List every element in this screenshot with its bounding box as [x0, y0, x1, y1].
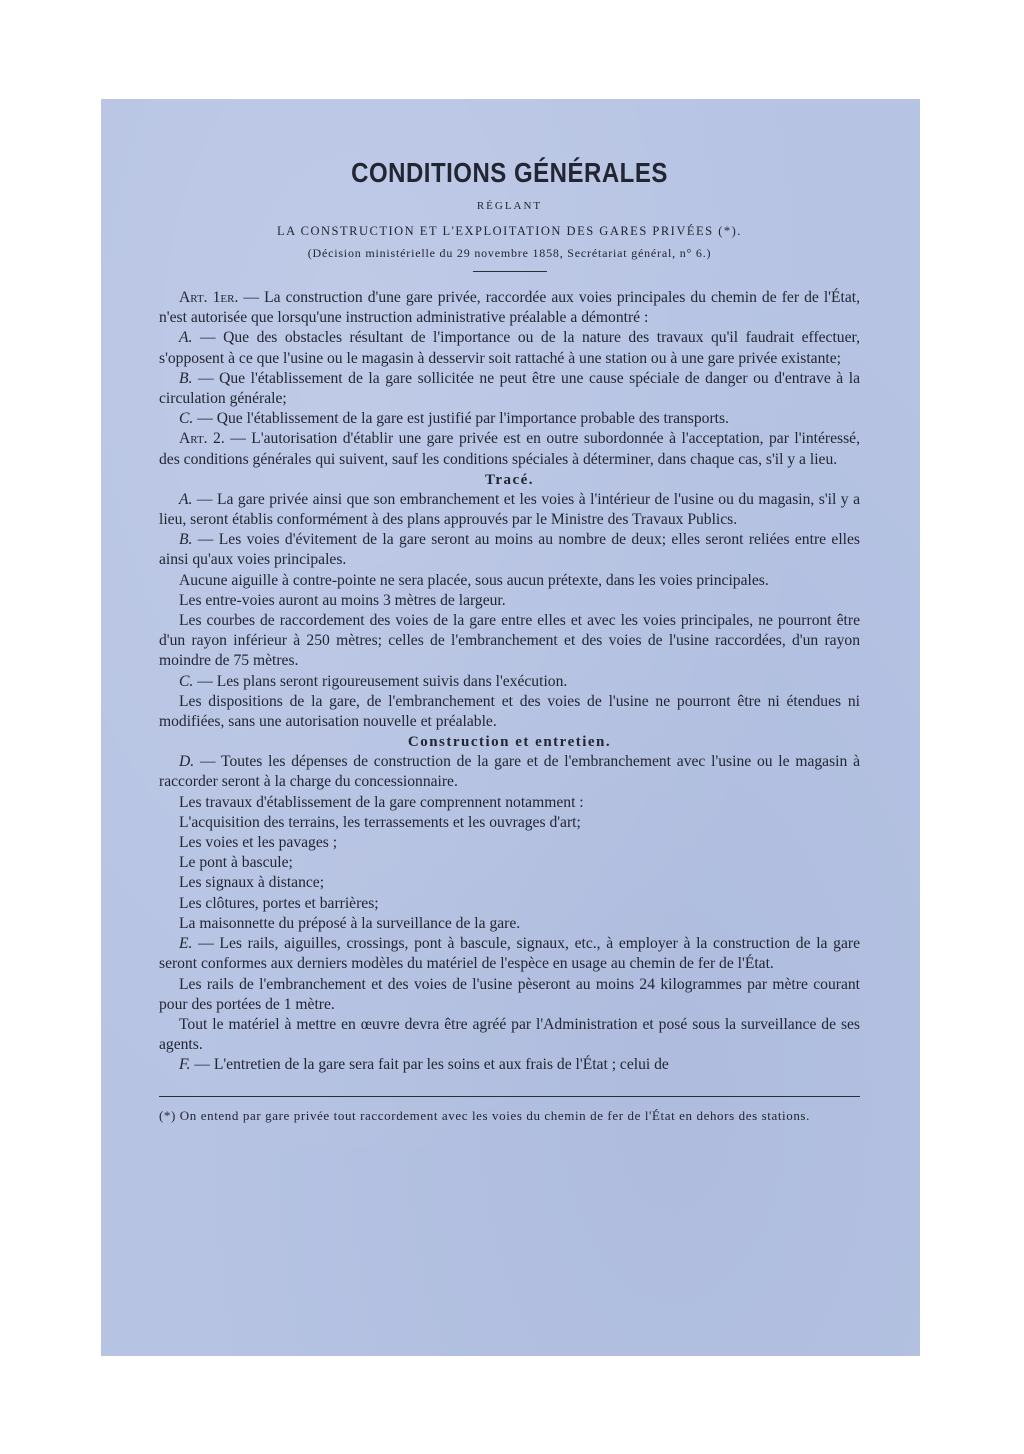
document-content [159, 159, 860, 1125]
paragraph-art-1-b [159, 369, 860, 409]
paragraph-entrevoies: Les entre-voies auront au moins 3 mètres de largeur. [179, 591, 506, 609]
paragraph-text: — Les plans seront rigoureusement suivis dans l'exécution. [193, 672, 568, 690]
paragraph-construction-f [159, 1055, 860, 1075]
paragraph-rails: Les rails de l'embranchement et des voies de l'usine pèseront au moins 24 kilogrammes par mètre courant pour des portées de 1 mètre. [159, 975, 860, 1013]
document-subtitle-decision: (Décision ministérielle du 29 novembre 1858, Secrétariat général, n° 6.) [307, 246, 712, 260]
paragraph-art-1-c [159, 409, 860, 429]
footnote-divider [159, 1096, 860, 1097]
document-title: CONDITIONS GÉNÉRALES [351, 157, 668, 189]
paragraph-dispositions: Les dispositions de la gare, de l'embranchement et des voies de l'usine ne pourront être ni étendues ni modifiées, sans une autorisation nouvelle et préalable. [159, 692, 860, 731]
paragraph-text: — L'entretien de la gare sera fait par les soins et aux frais de l'État ; celui de [190, 1056, 669, 1074]
paragraph-art-2 [159, 429, 860, 469]
article-label: Art. 2. [179, 430, 225, 448]
section-heading-trace: Tracé. [484, 471, 535, 488]
document-subtitle-regulating: RÉGLANT [476, 200, 543, 212]
list-item: La maisonnette du préposé à la surveillance de la gare. [179, 914, 521, 932]
paragraph-materiel: Tout le matériel à mettre en œuvre devra être agréé par l'Administration et posé sous la surveillance de ses agents. [159, 1015, 860, 1054]
clause-letter: C. [179, 672, 194, 690]
article-label: Art. 1er. [179, 289, 239, 306]
clause-letter: B. [179, 369, 193, 387]
list-item: Les clôtures, portes et barrières; [179, 894, 379, 912]
footnote: (*) On entend par gare privée tout raccordement avec les voies du chemin de fer de l'État en dehors des stations. [159, 1107, 810, 1123]
clause-letter: E. [179, 935, 193, 953]
paragraph-text: — La gare privée ainsi que son embranchement et les voies à l'intérieur de l'usine ou du magasin, s'il y a lieu, seront établis conformément à des plans approuvés par le Ministre des Travaux Publics. [159, 490, 860, 529]
clause-letter: A. [179, 329, 193, 347]
paragraph-construction-e [159, 934, 860, 974]
clause-letter: A. [179, 490, 193, 508]
list-item: Les voies et les pavages ; [179, 834, 338, 852]
list-item: Le pont à bascule; [179, 854, 293, 872]
section-heading-construction: Construction et entretien. [407, 734, 612, 751]
paragraph-text: — L'autorisation d'établir une gare privée est en outre subordonnée à l'acceptation, par l'intéressé, des conditions générales qui suivent, sauf les conditions spéciales à déterminer, dans chaque cas, s'il y a lieu. [159, 430, 860, 468]
list-item: Les signaux à distance; [179, 874, 325, 892]
paragraph-art-1 [159, 288, 860, 328]
paragraph-trace-b [159, 530, 860, 570]
clause-letter: B. [179, 531, 193, 549]
paragraph-courbes: Les courbes de raccordement des voies de la gare entre elles et avec les voies principales, ne pourront être d'un rayon inférieur à 250 mètres; celles de l'embranchement et des voies de l'usine raccordées, d'un rayon moindre de 75 mètres. [159, 612, 860, 670]
paragraph-text: — Que l'établissement de la gare sollicitée ne peut être une cause spéciale de danger ou d'entrave à la circulation générale; [159, 369, 860, 408]
paragraph-text: — Que des obstacles résultant de l'importance ou de la nature des travaux qu'il faudrait effectuer, s'opposent à ce que l'usine ou le magasin à desservir soit rattaché à une station ou à une gare privée existante; [159, 329, 860, 367]
paragraph-text: — Que l'établissement de la gare est justifié par l'importance probable des transports. [193, 410, 729, 428]
paragraph-trace-a [159, 490, 860, 530]
paragraph-text: — Les voies d'évitement de la gare seront au moins au nombre de deux; elles seront reliées entre elles ainsi qu'aux voies principales. [159, 531, 860, 569]
paragraph-text: — Les rails, aiguilles, crossings, pont à bascule, signaux, etc., à employer à la construction de la gare seront conformes aux derniers modèles du matériel de l'espèce en usage au chemin de fer de l'État. [159, 935, 860, 973]
paragraph-text: — La construction d'une gare privée, raccordée aux voies principales du chemin de fer de l'État, n'est autorisée que lorsqu'une instruction administrative préalable a démontré : [159, 289, 860, 327]
paragraph-aiguille: Aucune aiguille à contre-pointe ne sera placée, sous aucun prétexte, dans les voies principales. [179, 571, 769, 589]
document-subtitle-subject: LA CONSTRUCTION ET L'EXPLOITATION DES GARES PRIVÉES (*). [277, 224, 742, 238]
list-item: L'acquisition des terrains, les terrassements et les ouvrages d'art; [179, 813, 581, 831]
clause-letter: D. [179, 753, 195, 771]
clause-letter: F. [179, 1056, 191, 1074]
document-body [159, 288, 860, 1076]
title-divider [473, 271, 547, 272]
paragraph-text: — Toutes les dépenses de construction de la gare et de l'embranchement avec l'usine ou le magasin à raccorder seront à la charge du concessionnaire. [159, 753, 860, 791]
document-page [101, 99, 920, 1356]
paragraph-trace-c [159, 672, 860, 692]
clause-letter: C. [179, 410, 194, 428]
paragraph-art-1-a [159, 328, 860, 368]
paragraph-travaux: Les travaux d'établissement de la gare comprennent notamment : [179, 793, 584, 811]
paragraph-construction-d [159, 752, 860, 792]
